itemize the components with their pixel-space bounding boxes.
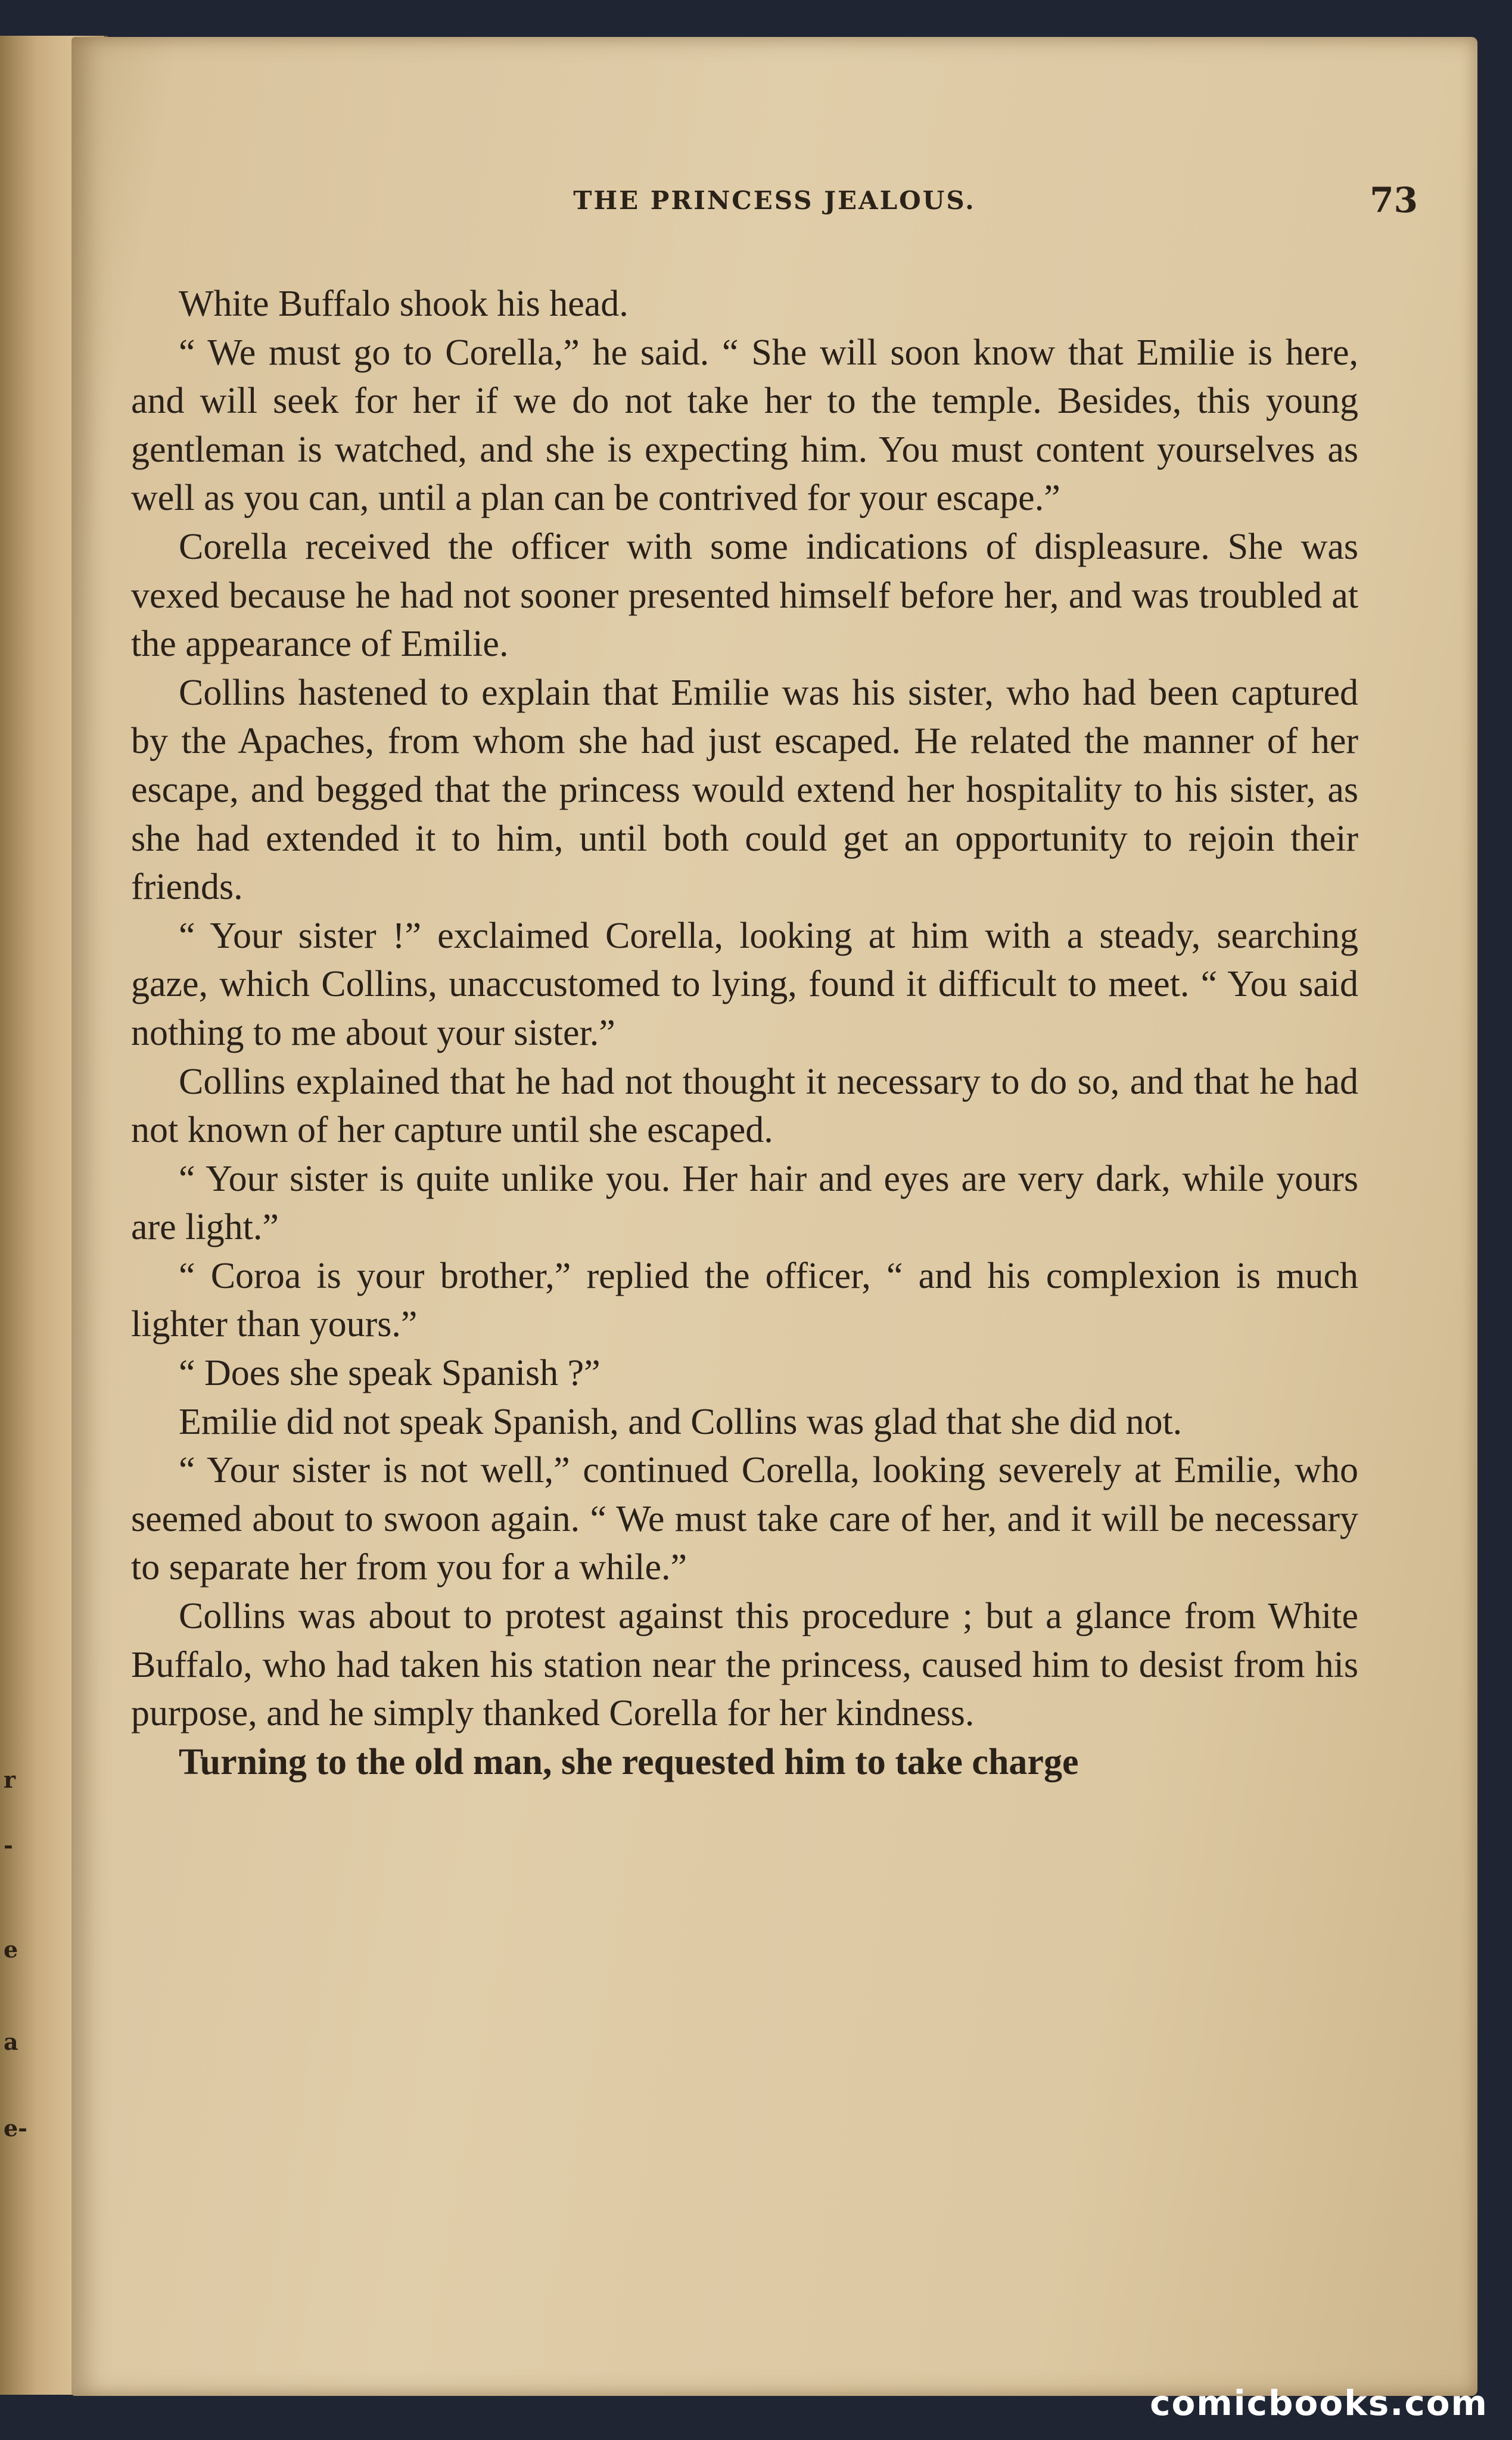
- paragraph: Emilie did not speak Spanish, and Collins was glad that she did not.: [179, 1401, 1183, 1442]
- paragraph: “ Your sister !” exclaimed Corella, looking at him with a steady, searching gaze, which Collins, unaccustomed to lying, found it difficult to meet. “ You said nothing to me about your sister.”: [131, 915, 1358, 1053]
- running-head: THE PRINCESS JEALOUS.: [573, 186, 976, 215]
- watermark: comicbooks.com: [1150, 2383, 1488, 2423]
- facing-page-fragment: -: [4, 1832, 13, 1859]
- paragraph: White Buffalo shook his head.: [179, 284, 629, 324]
- facing-page-fragment: e: [4, 1936, 18, 1963]
- paragraph: “ Coroa is your brother,” replied the officer, “ and his complexion is much lighter than yours.”: [131, 1255, 1358, 1345]
- paragraph: “ We must go to Corella,” he said. “ She will soon know that Emilie is here, and will seek for her if we do not take her to the temple. Besides, this young gentleman is watched, and she is expecting him. You must content yourselves as well as you can, until a plan can be contrived for your escape.”: [131, 332, 1358, 519]
- facing-page-fragment: r: [4, 1766, 16, 1793]
- facing-page-fragment: a: [4, 2028, 18, 2055]
- paragraph: “ Your sister is not well,” continued Corella, looking severely at Emilie, who seemed about to swoon again. “ We must take care of her, and it will be necessary to separate her from you for a while.”: [131, 1450, 1358, 1588]
- paragraph: Collins was about to protest against this procedure ; but a glance from White Buffalo, who had taken his station near the princess, caused him to desist from his purpose, and he simply thanked Corella for her kindness.: [131, 1596, 1358, 1734]
- page-number: 73: [1370, 180, 1418, 220]
- facing-page-fragment: e-: [4, 2115, 27, 2142]
- paragraph: “ Your sister is quite unlike you. Her hair and eyes are very dark, while yours are light.”: [131, 1158, 1358, 1248]
- paragraph: Collins explained that he had not thought it necessary to do so, and that he had not known of her capture until she escaped.: [131, 1061, 1358, 1151]
- paragraph: Corella received the officer with some indications of displeasure. She was vexed because he had not sooner presented himself before her, and was troubled at the appearance of Emilie.: [131, 526, 1358, 665]
- paragraph: “ Does she speak Spanish ?”: [179, 1353, 601, 1394]
- paragraph: Turning to the old man, she requested him to take charge: [179, 1741, 1079, 1782]
- body-text: [131, 280, 1358, 1787]
- paragraph: Collins hastened to explain that Emilie was his sister, who had been captured by the Apaches, from whom she had just escaped. He related the manner of her escape, and begged that the princess would extend her hospitality to his sister, as she had extended it to him, until both could get an opportunity to rejoin their friends.: [131, 672, 1358, 908]
